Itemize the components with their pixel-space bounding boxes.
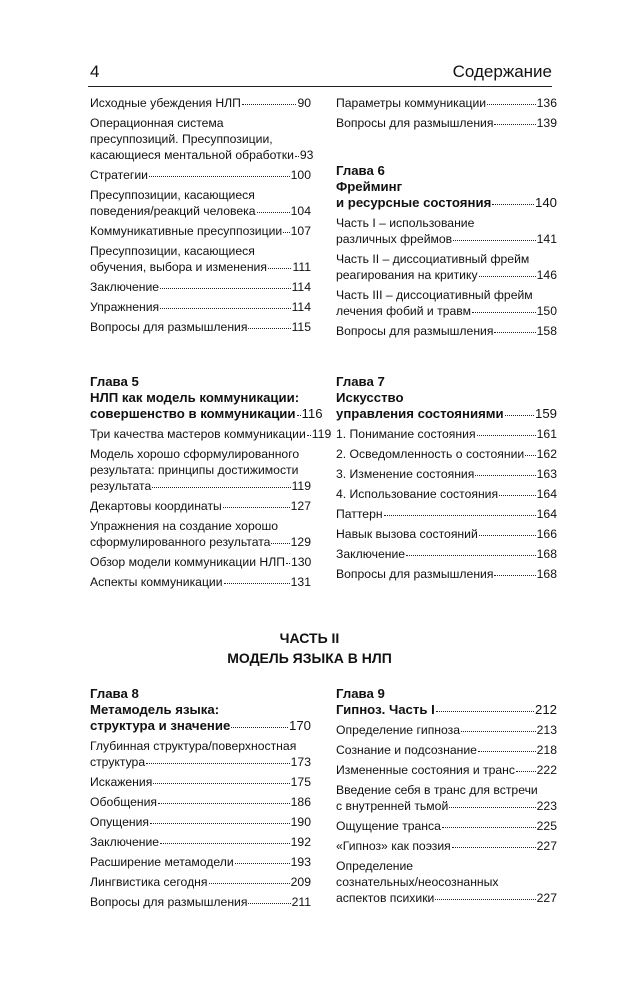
page-ref: 90 xyxy=(297,96,311,110)
page-ref: 162 xyxy=(536,447,557,461)
entry-last-line xyxy=(90,259,311,275)
page-ref: 158 xyxy=(536,324,557,338)
entry-last-line xyxy=(336,115,557,131)
toc-block-continued-chapter-4 xyxy=(90,95,314,339)
toc-entry xyxy=(90,426,332,442)
entry-last-line xyxy=(90,299,311,315)
entry-title-line: Вопросы для размышления xyxy=(90,895,248,909)
entry-title-line: Обзор модели коммуникации НЛП xyxy=(90,555,285,569)
entry-last-line xyxy=(336,742,557,758)
dot-leader xyxy=(475,475,535,476)
page-ref: 93 xyxy=(299,148,314,162)
toc-entry xyxy=(336,446,557,462)
toc-entry xyxy=(336,566,557,582)
toc-entry xyxy=(90,554,311,570)
page-ref: 136 xyxy=(536,96,557,110)
entry-last-line xyxy=(336,231,557,247)
page-ref: 119 xyxy=(291,479,311,493)
entry-last-line xyxy=(90,774,311,790)
chapter-title-entry xyxy=(336,179,557,211)
part-heading xyxy=(0,628,619,668)
entry-title-line: сформулированного результата xyxy=(90,535,271,549)
dot-leader xyxy=(452,847,536,848)
dot-leader xyxy=(242,104,297,105)
dot-leader xyxy=(487,104,536,105)
entry-title-line: касающиеся ментальной обработки xyxy=(90,148,294,162)
entry-last-line xyxy=(336,303,557,319)
chapter-label: Глава 6 xyxy=(336,163,385,178)
entry-title-line: реагирования на критику xyxy=(336,268,478,282)
entry-title-line: обучения, выбора и изменения xyxy=(90,260,267,274)
entry-title-line: Пресуппозиции, касающиеся xyxy=(90,188,255,202)
chapter-label: Глава 9 xyxy=(336,686,385,701)
entry-title-line: Паттерн xyxy=(336,507,383,521)
toc-entry xyxy=(336,858,557,906)
entry-title-line: Вопросы для размышления xyxy=(336,116,494,130)
entry-last-line xyxy=(336,446,557,462)
toc-entry xyxy=(336,486,557,502)
entry-title-line: Часть II – диссоциативный фрейм xyxy=(336,252,530,266)
entry-title-line: Часть III – диссоциативный фрейм xyxy=(336,288,533,302)
dot-leader xyxy=(472,312,536,313)
entry-last-line xyxy=(90,574,311,590)
entry-last-line xyxy=(90,874,311,890)
entry-title-line: структура и значение xyxy=(90,718,231,733)
dot-leader xyxy=(231,727,288,728)
entry-title-line: лечения фобий и травм xyxy=(336,304,471,318)
entry-last-line xyxy=(336,406,557,422)
entry-last-line xyxy=(336,526,557,542)
toc-chapter-5 xyxy=(90,374,332,594)
entry-last-line xyxy=(90,534,311,550)
toc-entry xyxy=(90,115,314,163)
page-ref: 166 xyxy=(536,527,557,541)
toc-entry xyxy=(336,722,557,738)
entry-title-line: Пресуппозиции, касающиеся xyxy=(90,244,255,258)
page-ref: 209 xyxy=(290,875,311,889)
chapter-label: Глава 8 xyxy=(90,686,139,701)
page-ref: 168 xyxy=(536,547,557,561)
toc-entry xyxy=(90,299,311,315)
dot-leader xyxy=(499,495,536,496)
page-number: 4 xyxy=(90,62,100,81)
toc-entry xyxy=(90,574,311,590)
dot-leader xyxy=(478,751,536,752)
entry-title-line: Три качества мастеров коммуникации xyxy=(90,427,306,441)
page-ref: 218 xyxy=(536,743,557,757)
dot-leader xyxy=(436,711,534,712)
entry-last-line xyxy=(90,147,314,163)
toc-entry xyxy=(90,738,311,770)
toc-entry xyxy=(336,546,557,562)
page-ref: 127 xyxy=(290,499,311,513)
entry-last-line xyxy=(90,319,311,335)
entry-last-line xyxy=(90,426,332,442)
dot-leader xyxy=(223,507,290,508)
toc-block-continued-chapter-5 xyxy=(336,95,557,135)
entry-last-line xyxy=(336,267,557,283)
dot-leader xyxy=(158,803,290,804)
entry-last-line xyxy=(90,554,311,570)
entry-title-line: структура xyxy=(90,755,146,769)
entry-title-line: управления состояниями xyxy=(336,406,504,421)
page-ref: 100 xyxy=(290,168,311,182)
entry-title-line: 1. Понимание состояния xyxy=(336,427,476,441)
entry-last-line xyxy=(336,798,557,814)
entry-title-line: Ощущение транса xyxy=(336,819,441,833)
entry-title-line: «Гипноз» как поэзия xyxy=(336,839,451,853)
entry-title-line: Измененные состояния и транс xyxy=(336,763,516,777)
entry-last-line xyxy=(90,406,323,422)
entry-title-line: Стратегии xyxy=(90,168,148,182)
entry-last-line xyxy=(90,854,311,870)
toc-entry xyxy=(336,323,557,339)
page-ref: 190 xyxy=(290,815,311,829)
dot-leader xyxy=(442,827,536,828)
dot-leader xyxy=(295,156,299,157)
toc-chapter-9 xyxy=(336,686,557,910)
entry-last-line xyxy=(336,890,557,906)
entry-title-line: результата xyxy=(90,479,152,493)
chapter-title-entry xyxy=(336,390,557,422)
entry-title-line: Искусство xyxy=(336,390,404,405)
entry-title-line: Сознание и подсознание xyxy=(336,743,477,757)
dot-leader xyxy=(453,240,536,241)
toc-entry xyxy=(336,838,557,854)
dot-leader xyxy=(271,543,289,544)
page-ref: 129 xyxy=(290,535,311,549)
entry-last-line xyxy=(90,167,311,183)
entry-title-line: Заключение xyxy=(90,280,160,294)
entry-last-line xyxy=(90,834,311,850)
dot-leader xyxy=(248,903,290,904)
entry-last-line xyxy=(90,279,311,295)
entry-last-line xyxy=(90,814,311,830)
toc-entry xyxy=(336,526,557,542)
dot-leader xyxy=(525,455,535,456)
chapter-title-entry xyxy=(336,702,557,718)
dot-leader xyxy=(297,415,301,416)
entry-title-line: Навык вызова состояний xyxy=(336,527,478,541)
entry-title-line: Заключение xyxy=(90,835,160,849)
toc-entry xyxy=(90,319,311,335)
entry-title-line: Параметры коммуникации xyxy=(336,96,487,110)
page-ref: 164 xyxy=(536,507,557,521)
entry-title-line: Упражнения на создание хорошо xyxy=(90,519,279,533)
page-ref: 175 xyxy=(290,775,311,789)
entry-last-line xyxy=(336,323,557,339)
toc-entry xyxy=(90,834,311,850)
chapter-title-entry xyxy=(90,702,311,734)
page-ref: 119 xyxy=(311,427,332,441)
page-ref: 159 xyxy=(534,406,557,421)
toc-entry xyxy=(90,279,311,295)
dot-leader xyxy=(494,575,535,576)
page-ref: 164 xyxy=(536,487,557,501)
toc-entry xyxy=(336,782,557,814)
entry-last-line xyxy=(336,506,557,522)
entry-last-line xyxy=(336,566,557,582)
dot-leader xyxy=(146,763,290,764)
dot-leader xyxy=(149,176,290,177)
dot-leader xyxy=(494,332,535,333)
entry-title-line: Фрейминг xyxy=(336,179,403,194)
entry-title-line: пресуппозиций. Пресуппозиции, xyxy=(90,132,273,146)
page-ref: 173 xyxy=(290,755,311,769)
page-ref: 150 xyxy=(536,304,557,318)
page-ref: 141 xyxy=(536,232,557,246)
dot-leader xyxy=(494,124,535,125)
page-ref: 146 xyxy=(536,268,557,282)
entry-last-line xyxy=(90,498,311,514)
entry-title-line: 3. Изменение состояния xyxy=(336,467,475,481)
entry-last-line xyxy=(90,718,311,734)
page-ref: 192 xyxy=(290,835,311,849)
page-ref: 161 xyxy=(536,427,557,441)
dot-leader xyxy=(153,783,289,784)
entry-title-line: Вопросы для размышления xyxy=(90,320,248,334)
entry-title-line: Введение себя в транс для встречи xyxy=(336,783,538,797)
dot-leader xyxy=(505,415,534,416)
dot-leader xyxy=(268,268,292,269)
entry-title-line: Расширение метамодели xyxy=(90,855,234,869)
entry-last-line xyxy=(336,762,557,778)
toc-entry xyxy=(90,874,311,890)
toc-entry xyxy=(90,446,311,494)
entry-last-line xyxy=(336,818,557,834)
entry-title-line: НЛП как модель коммуникации: xyxy=(90,390,300,405)
dot-leader xyxy=(479,276,536,277)
entry-title-line: Модель хорошо сформулированного xyxy=(90,447,300,461)
entry-title-line: Определение xyxy=(336,859,414,873)
toc-chapter-6 xyxy=(336,163,557,343)
page-ref: 212 xyxy=(534,702,557,717)
dot-leader xyxy=(160,308,290,309)
toc-entry xyxy=(336,287,557,319)
toc-entry xyxy=(90,167,311,183)
entry-title-line: Гипноз. Часть I xyxy=(336,702,435,717)
page-ref: 193 xyxy=(290,855,311,869)
toc-entry xyxy=(90,95,311,111)
dot-leader xyxy=(492,204,534,205)
toc-entry xyxy=(336,215,557,247)
dot-leader xyxy=(283,232,289,233)
entry-last-line xyxy=(90,95,311,111)
dot-leader xyxy=(160,288,291,289)
dot-leader xyxy=(307,435,311,436)
entry-last-line xyxy=(90,203,311,219)
toc-entry xyxy=(336,426,557,442)
page-header xyxy=(88,60,552,87)
page-ref: 225 xyxy=(536,819,557,833)
entry-title-line: Заключение xyxy=(336,547,406,561)
entry-title-line: Лингвистика сегодня xyxy=(90,875,208,889)
page-ref: 114 xyxy=(291,300,311,314)
dot-leader xyxy=(435,899,535,900)
entry-last-line xyxy=(336,546,557,562)
entry-title-line: Исходные убеждения НЛП xyxy=(90,96,241,110)
toc-entry xyxy=(90,814,311,830)
entry-title-line: Операционная система xyxy=(90,116,224,130)
dot-leader xyxy=(248,328,290,329)
dot-leader xyxy=(224,583,290,584)
entry-last-line xyxy=(90,794,311,810)
entry-title-line: Обобщения xyxy=(90,795,158,809)
entry-title-line: Вопросы для размышления xyxy=(336,567,494,581)
dot-leader xyxy=(406,555,536,556)
toc-chapter-7 xyxy=(336,374,557,586)
dot-leader xyxy=(150,823,290,824)
dot-leader xyxy=(461,731,536,732)
page-ref: 116 xyxy=(301,406,323,421)
entry-title-line: 2. Осведомленность о состоянии xyxy=(336,447,525,461)
entry-title-line: Часть I – использование xyxy=(336,216,475,230)
entry-title-line: Вопросы для размышления xyxy=(336,324,494,338)
page-ref: 168 xyxy=(536,567,557,581)
entry-title-line: Декартовы координаты xyxy=(90,499,222,513)
page-ref: 130 xyxy=(290,555,312,569)
entry-title-line: Аспекты коммуникации xyxy=(90,575,223,589)
page-ref: 170 xyxy=(288,718,311,733)
toc-entry xyxy=(336,115,557,131)
entry-title-line: Определение гипноза xyxy=(336,723,461,737)
entry-title-line: совершенство в коммуникации xyxy=(90,406,296,421)
page-ref: 107 xyxy=(290,224,311,238)
toc-entry xyxy=(90,243,311,275)
dot-leader xyxy=(384,515,536,516)
page-ref: 104 xyxy=(290,204,311,218)
toc-entry xyxy=(336,251,557,283)
entry-last-line xyxy=(336,702,557,718)
page-ref: 227 xyxy=(536,839,557,853)
page-ref: 139 xyxy=(536,116,557,130)
page-ref: 111 xyxy=(292,260,311,274)
dot-leader xyxy=(257,212,290,213)
toc-entry xyxy=(336,506,557,522)
page-ref: 213 xyxy=(536,723,557,737)
entry-title-line: Метамодель языка: xyxy=(90,702,220,717)
entry-title-line: Коммуникативные пресуппозиции xyxy=(90,224,283,238)
toc-chapter-8 xyxy=(90,686,311,914)
entry-last-line xyxy=(90,894,311,910)
dot-leader xyxy=(449,807,535,808)
entry-title-line: с внутренней тьмой xyxy=(336,799,449,813)
running-title: Содержание xyxy=(452,62,552,81)
page-ref: 223 xyxy=(536,799,557,813)
dot-leader xyxy=(152,487,290,488)
page-ref: 115 xyxy=(291,320,311,334)
entry-last-line xyxy=(90,223,311,239)
entry-last-line xyxy=(90,754,311,770)
part-title: МОДЕЛЬ ЯЗЫКА В НЛП xyxy=(227,650,392,666)
dot-leader xyxy=(479,535,536,536)
entry-last-line xyxy=(336,486,557,502)
entry-title-line: Упражнения xyxy=(90,300,160,314)
dot-leader xyxy=(160,843,290,844)
chapter-title-entry xyxy=(90,390,323,422)
toc-entry xyxy=(90,854,311,870)
entry-last-line xyxy=(90,478,311,494)
entry-title-line: Глубинная структура/поверхностная xyxy=(90,739,297,753)
page-ref: 211 xyxy=(291,895,311,909)
toc-entry xyxy=(90,794,311,810)
page-ref: 114 xyxy=(291,280,311,294)
entry-title-line: сознательных/неосознанных xyxy=(336,875,499,889)
toc-entry xyxy=(336,95,557,111)
dot-leader xyxy=(235,863,290,864)
toc-entry xyxy=(336,466,557,482)
chapter-label: Глава 5 xyxy=(90,374,139,389)
toc-entry xyxy=(90,518,311,550)
dot-leader xyxy=(477,435,536,436)
entry-title-line: различных фреймов xyxy=(336,232,453,246)
dot-leader xyxy=(209,883,290,884)
toc-entry xyxy=(90,894,311,910)
page-ref: 163 xyxy=(536,467,557,481)
entry-last-line xyxy=(336,838,557,854)
chapter-label: Глава 7 xyxy=(336,374,385,389)
entry-last-line xyxy=(336,466,557,482)
toc-entry xyxy=(336,818,557,834)
dot-leader xyxy=(286,563,290,564)
entry-title-line: аспектов психики xyxy=(336,891,435,905)
toc-entry xyxy=(90,187,311,219)
toc-entry xyxy=(336,742,557,758)
entry-title-line: и ресурсные состояния xyxy=(336,195,492,210)
toc-entry xyxy=(90,774,311,790)
toc-entry xyxy=(90,498,311,514)
page-ref: 186 xyxy=(290,795,311,809)
page-ref: 131 xyxy=(290,575,311,589)
toc-entry xyxy=(90,223,311,239)
entry-title-line: поведения/реакций человека xyxy=(90,204,256,218)
dot-leader xyxy=(516,771,536,772)
page-ref: 222 xyxy=(536,763,557,777)
entry-title-line: Искажения xyxy=(90,775,153,789)
page-ref: 140 xyxy=(534,195,557,210)
entry-last-line xyxy=(336,195,557,211)
entry-last-line xyxy=(336,95,557,111)
entry-title-line: Опущения xyxy=(90,815,149,829)
toc-entry xyxy=(336,762,557,778)
entry-last-line xyxy=(336,722,557,738)
entry-title-line: 4. Использование состояния xyxy=(336,487,499,501)
page-ref: 227 xyxy=(536,891,557,905)
part-label: ЧАСТЬ II xyxy=(279,630,340,646)
entry-title-line: результата: принципы достижимости xyxy=(90,463,299,477)
entry-last-line xyxy=(336,426,557,442)
